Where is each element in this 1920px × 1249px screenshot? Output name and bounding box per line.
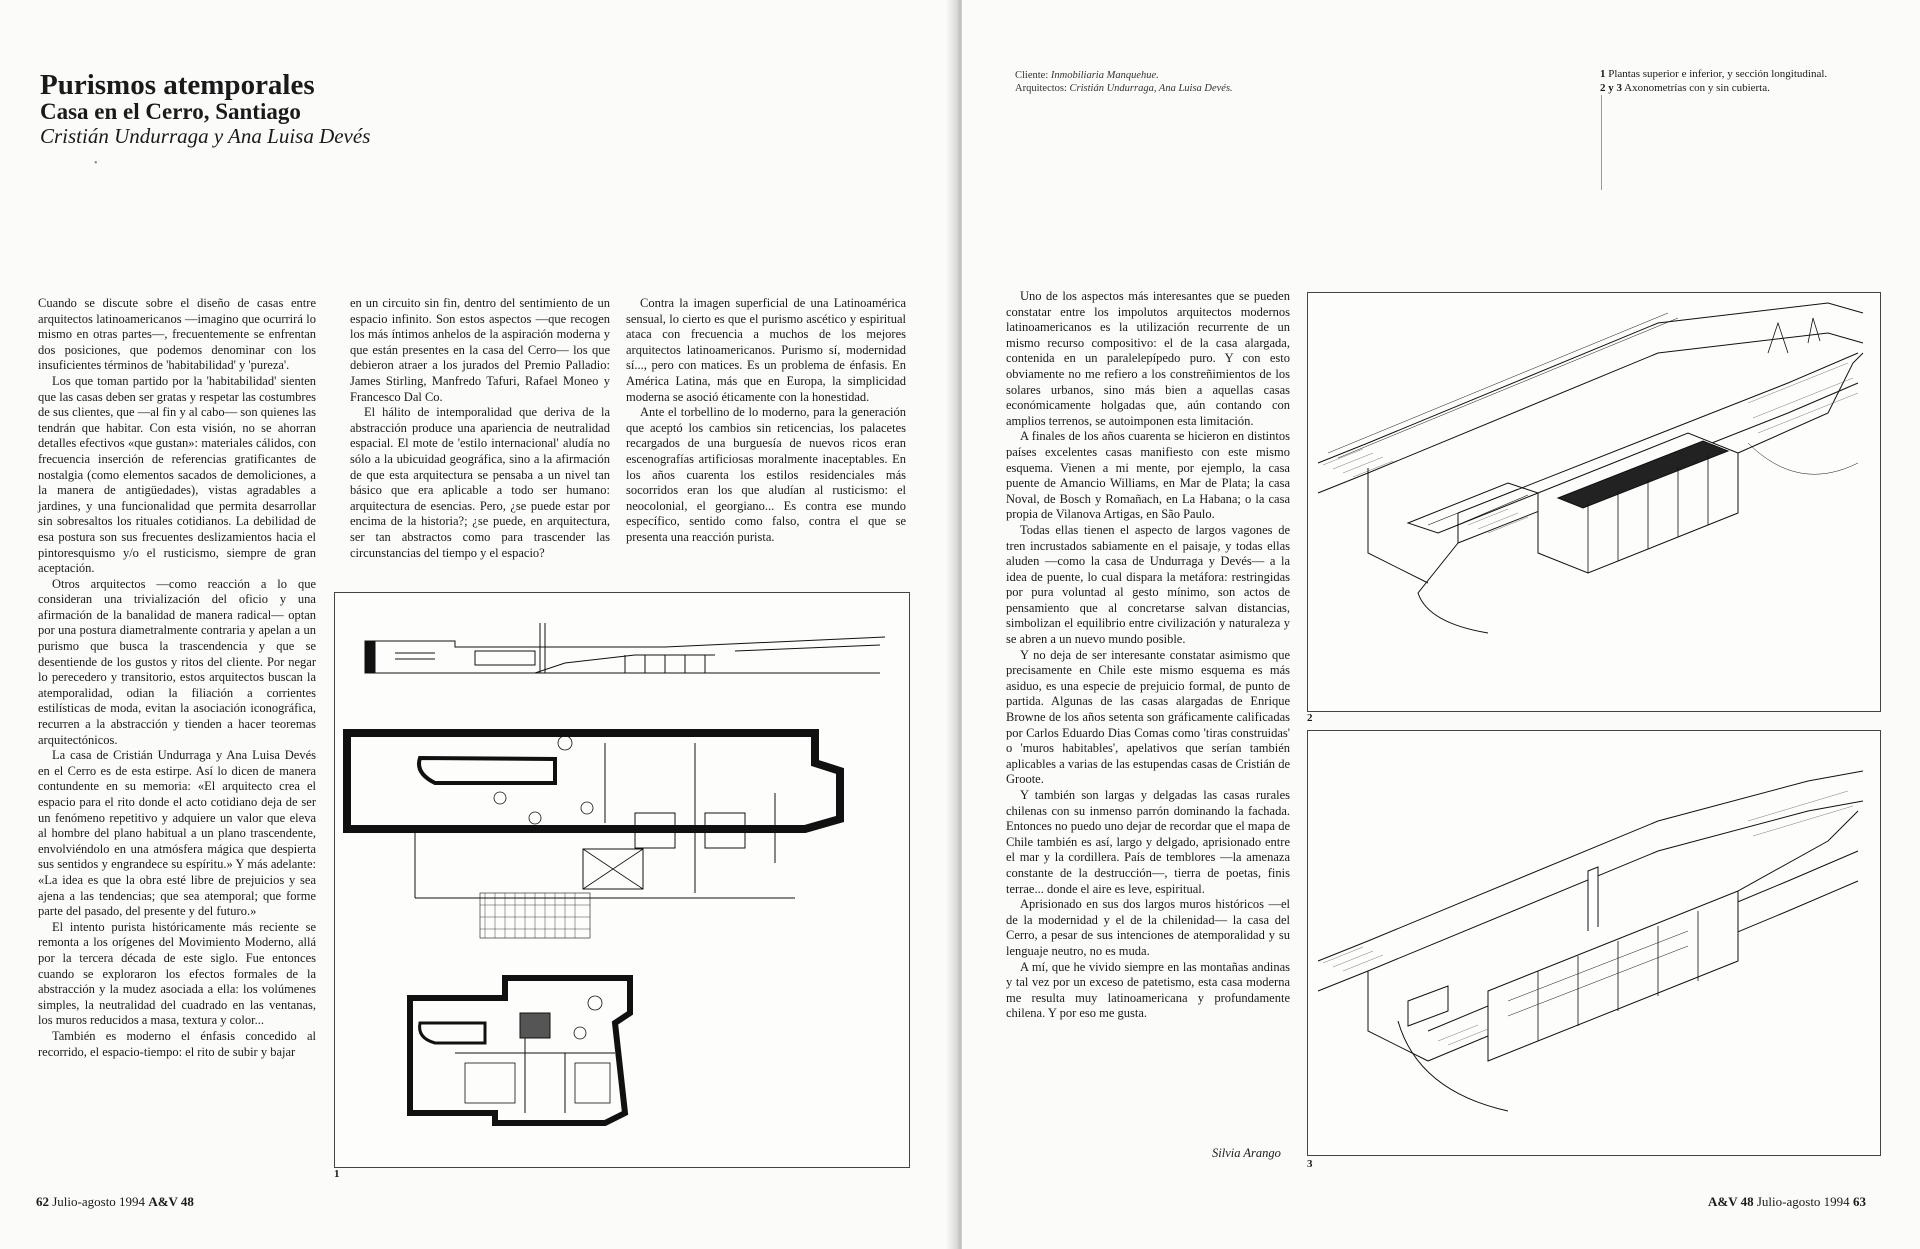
figure-axonometry-roof <box>1307 292 1881 712</box>
credits <box>1015 69 1233 95</box>
client-label: Cliente: <box>1015 70 1049 81</box>
caption-text: Axonometrías con y sin cubierta. <box>1624 82 1770 94</box>
architects-label: Arquitectos: <box>1015 83 1067 94</box>
paragraph: Otros arquitectos —como reacción a lo que consideran una trivialización del oficio y una afirmación de la banalidad de manera radical— optan por una postura diametralmente contraria y apelan a un purismo que busca la trascendencia y que se desentiende de los gustos y ritos del cliente. Por negar lo perecedero y transitorio, estos arquitectos buscan la atemporalidad, odian la filiación a corrientes estilísticas de moda, evitan la asociación iconográfica, recurren a la abstracción y tienden a hacer teoremas arquitectónicos. <box>38 576 316 747</box>
figure-captions <box>1600 67 1827 95</box>
figure-axonometry-no-roof <box>1307 730 1881 1156</box>
paragraph: en un circuito sin fin, dentro del sentimiento de un espacio infinito. Son estos aspectos —que recogen los más íntimos anhelos de la aspiración moderna y que están presentes en la casa del Cerro— los que debieron atraer a los jurados del Premio Palladio: James Stirling, Manfredo Tafuri, Rafael Moneo y Francesco Dal Co. <box>350 296 610 404</box>
article-title: Purismos atemporales <box>40 69 315 101</box>
article-authors: Cristián Undurraga y Ana Luisa Devés <box>40 124 371 148</box>
caption-rule <box>1601 95 1602 190</box>
figure-plans-section <box>334 592 910 1168</box>
article-subtitle: Casa en el Cerro, Santiago <box>40 99 301 124</box>
paragraph: Y no deja de ser interesante constatar asimismo que precisamente en Chile este mismo esquema es más asiduo, es una especie de prejuicio formal, de punto de partida. Algunas de las casas alargadas de Enrique Browne de los años setenta son gráficamente calificadas por Carlos Eduardo Dias Comas como 'tiras construidas' o 'muros habitables', apelativos que serían también aplicables a varias de las estupendas casas de Cristián de Groote. <box>1006 647 1290 787</box>
paragraph: La casa de Cristián Undurraga y Ana Luisa Devés en el Cerro es de esta estirpe. Así lo dicen de manera contundente en su memoria: «El arquitecto crea el espacio para el rito donde el acto cotidiano deja de ser un fenómeno repetitivo y adquiere un valor que eleva al hombre del plano habitual a un plano trascendente, envolviéndolo en una atmósfera mágica que despierta sus sentidos y engrandece su espíritu.» Y más adelante: «La idea es que la obra esté libre de prejuicios y sea ajena a las tendencias; que sea atemporal; que forme parte del pasado, del presente y del futuro.» <box>38 748 316 919</box>
text-column-2 <box>350 296 610 561</box>
left-page <box>0 0 958 1249</box>
text-column-1 <box>38 296 316 1060</box>
paragraph: El hálito de intemporalidad que deriva de la abstracción produce una apariencia de neutralidad espacial. El mote de 'estilo internacional' aludía no sólo a la ubicuidad geográfica, sino a la afirmación de que esta arquitectura se pensaba a un nivel tan básico que era aplicable a todo ser humano: arquitectura de esencias. Pero, ¿se puede estar por encima de la historia?; ¿se puede, en arquitectura, ser tan abstractos como para trascender las circunstancias del tiempo y el espacio? <box>350 405 610 560</box>
axonometry-without-roof <box>1308 731 1880 1155</box>
caption-text: Plantas superior e inferior, y sección longitudinal. <box>1608 68 1828 80</box>
paragraph: También es moderno el énfasis concedido al recorrido, el espacio-tiempo: el rito de subir y bajar <box>38 1028 316 1059</box>
signature: Silvia Arango <box>1212 1146 1281 1160</box>
paragraph: Los que toman partido por la 'habitabilidad' sienten que las casas deben ser gratas y respetar las costumbres de sus clientes, que —al fin y al cabo— son quienes las tendrán que habitar. Con esta visión, no se ahorran detalles efectivos «que gustan»: materiales cálidos, con frecuencia inserción de referencias gratificantes de nostalgia (como elementos sacados de demoliciones, a la manera de antigüedades), vistas agradables a jardines, y una funcionalidad que permita desarrollar sin sobresaltos los rituales cotidianos. La debilidad de esa postura son sus frecuentes deslizamientos hacia el pintoresquismo y/o el rusticismo, siempre de gran aceptación. <box>38 373 316 576</box>
page-number-left: 62 <box>36 1194 49 1209</box>
paragraph: A finales de los años cuarenta se hicieron en distintos países excelentes casas manifiesto con este mismo esquema. Vienen a mi mente, por ejemplo, la casa puente de Amancio Williams, en Mar de Plata; la casa Noval, de Bosch y Romañach, en La Habana; o la casa propia de Vilanova Artigas, en São Paulo. <box>1006 429 1290 522</box>
text-column-4 <box>1006 289 1290 1022</box>
paragraph: Uno de los aspectos más interesantes que se pueden constatar entre los impolutos arquitectos modernos latinoamericanos es la utilización recurrente de un mismo recurso compositivo: el de la casa alargada, contenida en un paralelepípedo puro. Y con esto obviamente no me refiero a los constreñimientos de los solares urbanos, sino más bien a aquellas casas económicamente holgadas que, aún contando con amplios terrenos, se autoimponen esta limitación. <box>1006 289 1290 428</box>
page-number-right: 63 <box>1852 1194 1866 1209</box>
figure-number: 3 <box>1307 1158 1313 1170</box>
caption-number: 2 y 3 <box>1600 82 1622 94</box>
paragraph: Todas ellas tienen el aspecto de largos vagones de tren incrustados sabiamente en el paisaje, y todas ellas aluden —como la casa de Undurraga y Devés— a la idea de puente, lo cual dispara la metáfora: restringidas por pura voluntad al gesto mínimo, son actos de pensamiento que al concretarse salvan distancias, simbolizan el equilibrio entre civilización y naturaleza y se abren a un nuevo mundo posible. <box>1006 522 1290 647</box>
magazine-name-left: A&V 48 <box>148 1194 194 1209</box>
folio-right <box>1708 1194 1866 1210</box>
axonometry-with-roof <box>1308 293 1880 711</box>
paragraph: Cuando se discute sobre el diseño de casas entre arquitectos latinoamericanos —imagino que ocurrirá lo mismo en otras partes—, frecuentemente se enfrentan dos posiciones, que podemos denominar con los insuficientes términos de 'habitabilidad' y 'pureza'. <box>38 296 316 373</box>
issue-date-left: Julio-agosto 1994 <box>52 1194 146 1209</box>
paragraph: Contra la imagen superficial de una Latinoamérica sensual, lo cierto es que el purismo ascético y espiritual ataca con frecuencia a muchos de los mejores arquitectos latinoamericanos. Purismo sí, modernidad sí..., pero con matices. Es un problema de énfasis. En América Latina, más que en Europa, la simplicidad moderna se asoció éticamente con la honestidad. <box>626 296 906 404</box>
paragraph: Ante el torbellino de lo moderno, para la generación que aceptó los cambios sin reticencias, los palacetes recargados de una burguesía de nuevos ricos eran escenografías artificiosas moralmente inaceptables. En los años cuarenta los estilos residenciales más socorridos eran los que aludían al rusticismo: el neocolonial, el georgiano... Es contra ese mundo específico, sentido como falso, contra el que se presenta una reacción purista. <box>626 405 906 544</box>
magazine-name-right: A&V 48 <box>1708 1194 1754 1209</box>
paragraph: A mí, que he vivido siempre en las montañas andinas y tal vez por un exceso de patetismo, esta casa moderna me resulta muy latinoamericana y profundamente chilena. Y por eso me gusta. <box>1006 959 1290 1021</box>
client-name: Inmobiliaria Manquehue. <box>1050 70 1159 81</box>
folio-left <box>36 1194 194 1210</box>
paragraph: El intento purista históricamente más reciente se remonta a los orígenes del Movimiento Moderno, allá por la tercera década de este siglo. Fue entonces cuando se exploraron los efectos formales de la abstracción y la mudez asociada a ella: los volúmenes simples, la neutralidad del cuadrado en las ventanas, los muros reducidos a masa, textura y color... <box>38 919 316 1028</box>
architects-names: Cristián Undurraga, Ana Luisa Devés. <box>1069 83 1233 94</box>
text-column-3 <box>626 296 906 546</box>
figure-number: 1 <box>334 1168 340 1180</box>
figure-number: 2 <box>1307 712 1313 724</box>
plans-drawing <box>335 593 909 1167</box>
paragraph: Aprisionado en sus dos largos muros históricos —el de la modernidad y el de la chilenidad— la casa del Cerro, a pesar de sus intenciones de atemporalidad y su lenguaje neutro, no es muda. <box>1006 897 1290 958</box>
paragraph: Y también son largas y delgadas las casas rurales chilenas con su inmenso parrón dominando la fachada. Entonces no puedo uno dejar de recordar que el mapa de Chile también es así, largo y delgado, aprisionado entre el mar y la cordillera. País de temblores —la amenaza constante de la destrucción—, tierra de poetas, finis terrae... donde el aire es leve, espiritual. <box>1006 788 1290 896</box>
ornament-dot: • <box>94 158 98 169</box>
issue-date-right: Julio-agosto 1994 <box>1756 1194 1850 1209</box>
caption-number: 1 <box>1600 68 1606 80</box>
